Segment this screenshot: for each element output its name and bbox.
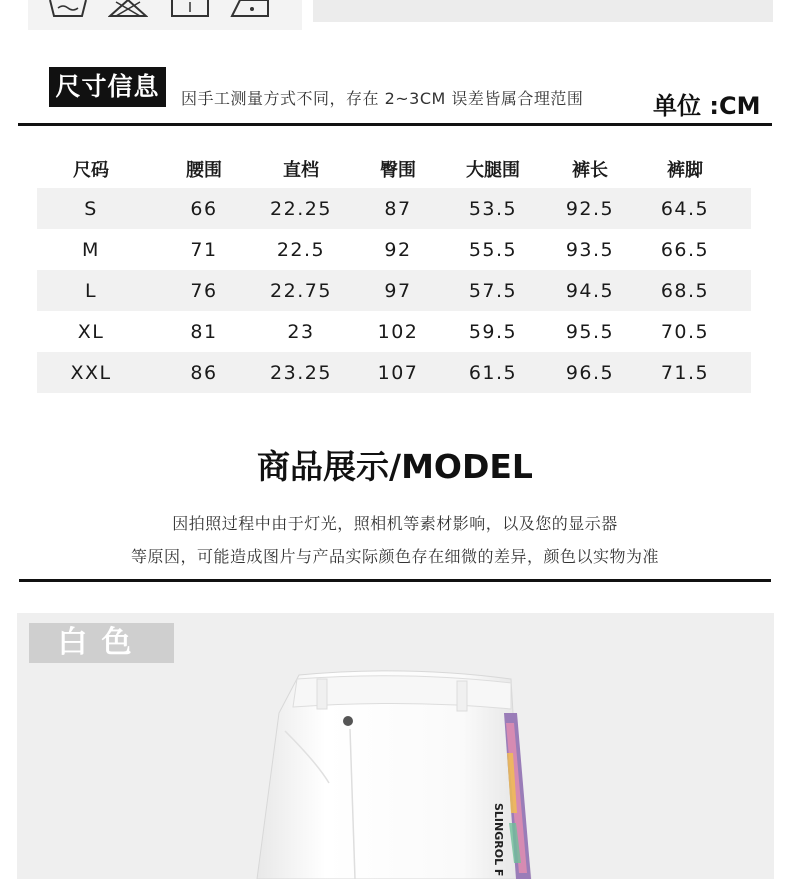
color-disclaimer-line1: 因拍照过程中由于灯光，照相机等素材影响，以及您的显示器 [172,514,618,533]
table-cell: 70.5 [660,320,710,343]
white-pants-image [17,613,774,879]
table-cell: 96.5 [565,361,615,384]
size-table [37,150,751,393]
table-header-row [37,150,751,188]
header-cell: 腰围 [186,160,222,181]
table-cell: XXL [70,361,112,384]
table-cell: S [84,197,98,220]
table-cell: 94.5 [565,279,615,302]
header-cell: 臀围 [380,160,416,181]
divider-line [19,579,771,582]
table-cell: 97 [384,279,412,302]
hang-dry-icon [170,0,210,18]
header-cell: 大腿围 [466,160,520,181]
color-label: 白色 [29,623,174,663]
table-cell: 59.5 [468,320,518,343]
table-cell: 92.5 [565,197,615,220]
table-cell: 87 [384,197,412,220]
table-cell: 22.25 [270,197,332,220]
header-cell: 直档 [283,160,319,181]
measurement-note: 因手工测量方式不同，存在 2~3CM 误差皆属合理范围 [181,89,584,108]
table-cell: 92 [384,238,412,261]
care-icons-strip [28,0,302,30]
unit-label: 单位 :CM [653,92,761,120]
table-cell: 23 [287,320,315,343]
table-cell: 61.5 [468,361,518,384]
header-cell: 尺码 [73,160,109,181]
iron-low-icon [230,0,270,18]
do-not-bleach-icon [108,0,148,18]
color-disclaimer-line2: 等原因，可能造成图片与产品实际颜色存在细微的差异，颜色以实物为准 [130,547,659,566]
header-cell: 裤脚 [667,160,703,181]
wash-basin-icon [48,0,88,18]
table-cell: L [84,279,98,302]
header-cell: 裤长 [572,160,608,181]
table-cell: 64.5 [660,197,710,220]
table-cell: 71 [190,238,218,261]
table-cell: 55.5 [468,238,518,261]
table-cell: 22.75 [270,279,332,302]
table-cell: 71.5 [660,361,710,384]
table-row [37,311,751,352]
table-cell: 107 [377,361,419,384]
table-cell: 53.5 [468,197,518,220]
model-section-title: 商品展示/MODEL [257,447,533,486]
brand-label: SLINGROL F [492,803,505,877]
table-cell: XL [77,320,105,343]
table-cell: 93.5 [565,238,615,261]
table-row [37,352,751,393]
table-cell: 57.5 [468,279,518,302]
product-photo [17,613,774,879]
divider-line [18,123,772,126]
table-cell: 86 [190,361,218,384]
table-cell: 22.5 [276,238,326,261]
table-cell: 68.5 [660,279,710,302]
table-cell: M [82,238,100,261]
size-info-badge: 尺寸信息 [49,67,166,107]
table-row [37,229,751,270]
table-cell: 81 [190,320,218,343]
table-row [37,270,751,311]
table-cell: 102 [377,320,419,343]
table-cell: 23.25 [270,361,332,384]
table-row [37,188,751,229]
table-cell: 76 [190,279,218,302]
table-cell: 66 [190,197,218,220]
table-cell: 95.5 [565,320,615,343]
top-banner-bar [313,0,773,22]
table-cell: 66.5 [660,238,710,261]
